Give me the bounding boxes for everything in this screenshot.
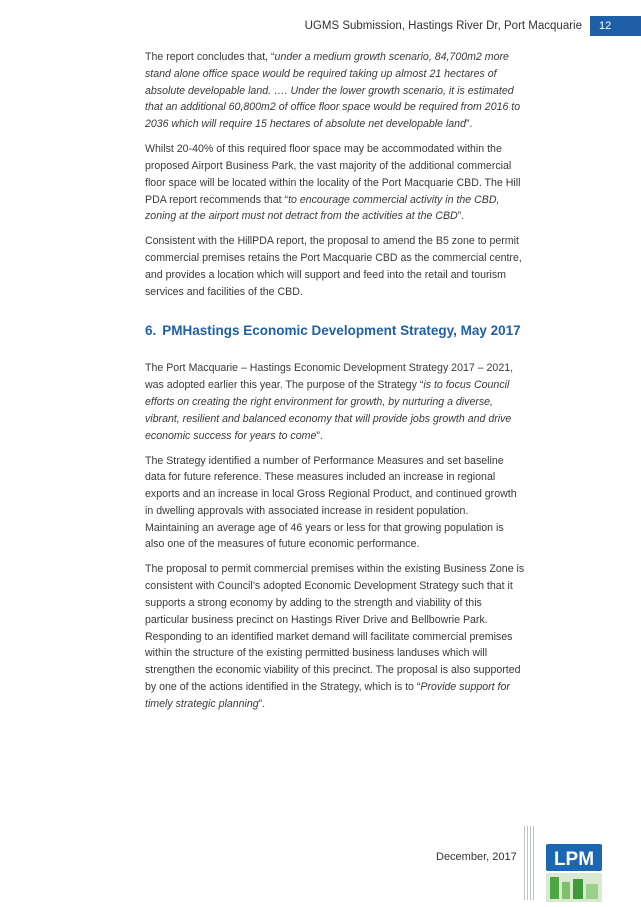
paragraph-text: ”. — [465, 118, 473, 131]
body-paragraph — [145, 453, 525, 554]
paragraph-text: The report concludes that, “ — [145, 51, 275, 63]
logo-green-bar — [562, 882, 570, 899]
section-title: PMHastings Economic Development Strategy, May 2017 — [162, 322, 521, 338]
quoted-text: under a medium growth scenario, 84,700m2 more stand alone office space would be required taking up almost 21 hectares of absolute developable land. …. Under the lower growth scenario, it is estimated that an additional 60,800m2 of office floor space would be required from 2016 to 2036 which will require 15 hectares of absolute net developable land — [145, 51, 521, 131]
logo-green-bar — [573, 879, 583, 899]
paragraph-text: ”. — [316, 429, 323, 442]
page-number: 12 — [590, 16, 641, 36]
body-paragraph — [145, 141, 525, 225]
paragraph-text: ”. — [457, 210, 465, 223]
section-heading — [145, 323, 525, 340]
body-paragraph — [145, 49, 525, 133]
lpm-logo — [546, 844, 602, 902]
paragraph-text: The Strategy identified a number of Performance Measures and set baseline data for future reference. These measures included an increase in regional exports and an increase in local Gross Regional Product, and continued growth in dwelling approvals with associated increase in resident population. Maintaining an average age of 46 years or less for that growing population is also one of the measures of future economic performance. — [145, 454, 517, 551]
page-header — [305, 16, 641, 36]
paragraph-text: Whilst 20-40% of this required floor space may be accommodated within the proposed Airport Business Park, the vast majority of the additional commercial floor space will be located within the locality of the Port Macquarie CBD. The Hill PDA report recommends that “ — [145, 143, 521, 206]
logo-text: LPM — [553, 849, 595, 870]
logo-green-bar — [586, 884, 598, 899]
quoted-text: Provide support for timely strategic planning — [145, 681, 510, 710]
document-body — [145, 49, 525, 721]
section-number: 6. — [145, 322, 157, 338]
divider-line — [530, 826, 531, 900]
paragraph-text: Consistent with the HillPDA report, the proposal to amend the B5 zone to permit commercial premises retains the Port Macquarie CBD as the commercial centre, and provides a location which will support and feed into the retail and tourism services and facilities of the CBD. — [145, 235, 522, 298]
document-title: UGMS Submission, Hastings River Dr, Port Macquarie — [304, 20, 582, 32]
body-paragraph — [145, 233, 525, 300]
quoted-text: to encourage commercial activity in the CBD, zoning at the airport must not detract from the activities at the CBD — [145, 193, 500, 223]
divider-line — [527, 826, 528, 900]
quoted-text: is to focus Council efforts on creating the right environment for growth, by nurturing a diverse, vibrant, resilient and balanced economy that will provide jobs growth and drive economic success for years to come — [145, 379, 512, 442]
intro-paragraphs — [145, 49, 525, 301]
footer-date: December, 2017 — [436, 851, 517, 863]
paragraph-text: ”. — [258, 697, 266, 710]
body-paragraph — [145, 561, 525, 712]
divider-line — [533, 826, 534, 900]
paragraph-text: The proposal to permit commercial premises within the existing Business Zone is consistent with Council’s adopted Economic Development Strategy such that it supports a strong economy by adding to the strength and viability of this particular business precinct on Hastings River Drive and Bellbowrie Park. Responding to an identified market demand will facilitate commercial premises within the structure of the existing permitted business landuses which will strengthen the economic viability of this precinct. The proposal is also supported by one of the actions identified in the Strategy, which is to “ — [145, 563, 525, 694]
divider-line — [524, 826, 525, 900]
logo-green-bar — [550, 877, 559, 899]
body-paragraph — [145, 360, 525, 444]
paragraph-text: The Port Macquarie – Hastings Economic Development Strategy 2017 – 2021, was adopted earlier this year. The purpose of the Strategy “ — [145, 362, 514, 392]
footer-divider-lines — [524, 826, 534, 900]
section-paragraphs — [145, 360, 525, 712]
